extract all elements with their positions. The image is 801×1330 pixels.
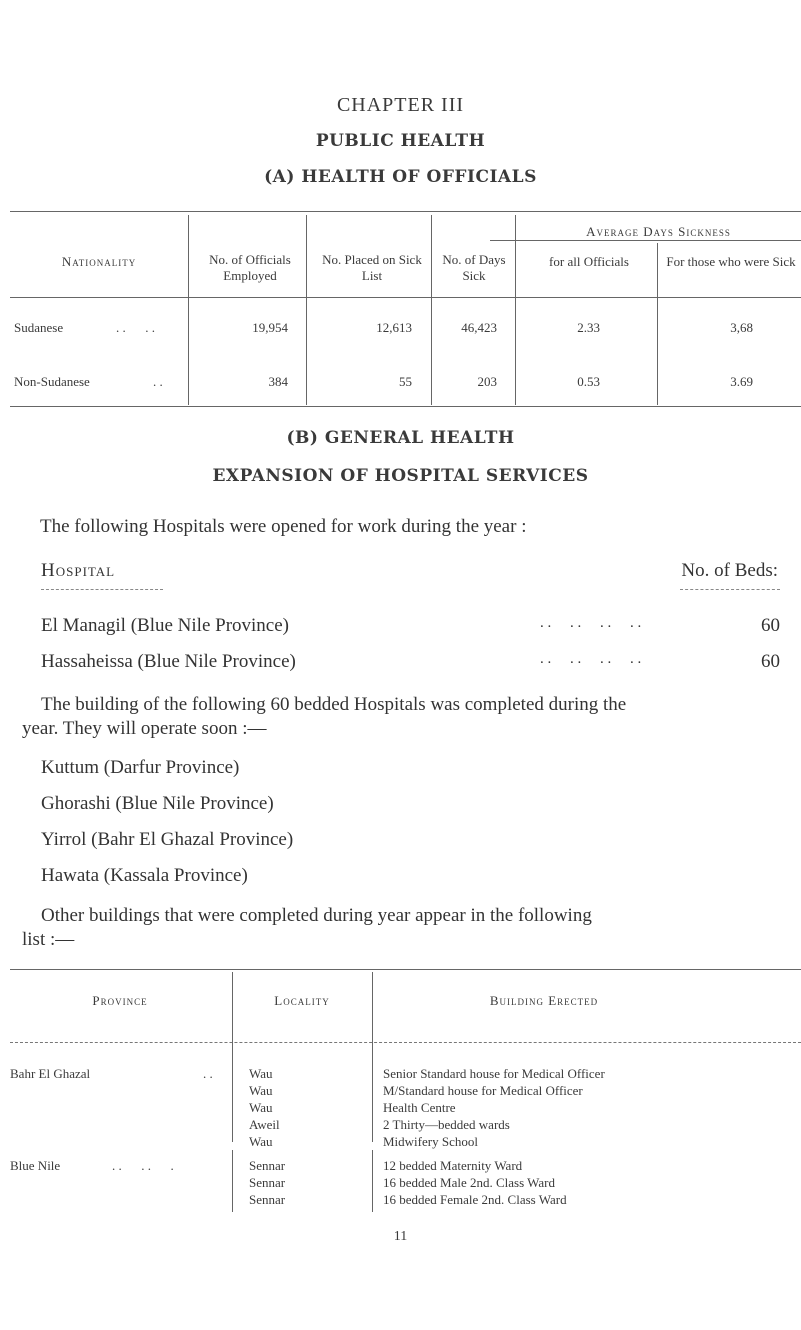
locality-cell: Wau — [249, 1134, 273, 1149]
table-divider — [306, 215, 307, 405]
leader-dots: . . . . . . . . — [540, 615, 642, 631]
building-cell: M/Standard house for Medical Officer — [383, 1083, 583, 1098]
building-list — [383, 1066, 605, 1151]
intro-paragraph: The following Hospitals were opened for work during the year : — [40, 516, 527, 537]
list-item: Hawata (Kassala Province) — [41, 865, 248, 886]
header-officials: No. of Officials Employed — [209, 252, 291, 283]
row-days-sick: 203 — [477, 374, 497, 389]
table-rule — [10, 1042, 801, 1043]
row-days-sick: 46,423 — [461, 320, 497, 335]
row-those-sick: 3.69 — [730, 374, 753, 389]
header-building: Building Erected — [489, 993, 599, 1008]
row-all-officials: 2.33 — [577, 320, 600, 335]
building-cell: Senior Standard house for Medical Officer — [383, 1066, 605, 1081]
locality-cell: Sennar — [249, 1192, 286, 1207]
building-cell: 2 Thirty—bedded wards — [383, 1117, 510, 1132]
header-sick-list: No. Placed on Sick List — [322, 252, 422, 283]
header-average: Average Days Sickness — [586, 224, 731, 239]
section-title: PUBLIC HEALTH — [315, 131, 486, 151]
row-all-officials: 0.53 — [577, 374, 600, 389]
table-divider — [515, 215, 516, 405]
row-dots: . . — [153, 374, 163, 389]
building-cell: Health Centre — [383, 1100, 456, 1115]
paragraph-line: year. They will operate soon :— — [22, 718, 267, 739]
row-nationality: Non-Sudanese — [14, 374, 90, 389]
subsection-b2-title: EXPANSION OF HOSPITAL SERVICES — [212, 466, 589, 486]
leader-dots: . . . . . . . . — [540, 651, 642, 667]
beds-header: No. of Beds: — [681, 560, 778, 581]
paragraph-line: The building of the following 60 bedded Hospitals was completed during the — [41, 694, 627, 715]
table-rule — [10, 969, 801, 970]
locality-cell: Sennar — [249, 1175, 286, 1190]
row-dots: . . — [203, 1066, 213, 1081]
row-dots: . . . . . — [112, 1158, 174, 1173]
table-divider — [372, 972, 373, 1142]
row-officials: 384 — [268, 374, 288, 389]
hospital-header: Hospital — [41, 560, 116, 581]
row-sick-list: 55 — [399, 374, 412, 389]
header-locality: Locality — [274, 993, 330, 1008]
building-cell: Midwifery School — [383, 1134, 478, 1149]
hospital-beds: 60 — [761, 651, 780, 672]
row-nationality: Sudanese — [14, 320, 64, 335]
header-nationality: Nationality — [61, 254, 137, 269]
locality-cell: Aweil — [249, 1117, 280, 1132]
province-name: Blue Nile — [10, 1158, 61, 1173]
row-dots: . . . . — [116, 320, 155, 335]
header-underline — [41, 589, 163, 590]
table-divider — [372, 1150, 373, 1212]
page-number: 11 — [393, 1229, 408, 1244]
locality-cell: Wau — [249, 1066, 273, 1081]
header-those-sick: For those who were Sick — [666, 254, 796, 269]
table-rule — [10, 406, 801, 407]
subsection-a-title: (A) HEALTH OF OFFICIALS — [264, 167, 537, 187]
table-divider — [232, 972, 233, 1142]
locality-list — [249, 1158, 285, 1209]
list-item: Ghorashi (Blue Nile Province) — [41, 793, 274, 814]
row-those-sick: 3,68 — [730, 320, 753, 335]
header-days-sick: No. of Days Sick — [442, 252, 506, 283]
table-divider — [188, 215, 189, 405]
locality-list — [249, 1066, 280, 1151]
building-cell: 12 bedded Maternity Ward — [383, 1158, 523, 1173]
building-list — [383, 1158, 567, 1209]
paragraph-line: Other buildings that were completed during year appear in the following — [41, 905, 592, 926]
province-name: Bahr El Ghazal — [10, 1066, 91, 1081]
header-province: Province — [92, 993, 148, 1008]
locality-cell: Sennar — [249, 1158, 286, 1173]
subsection-b-title: (B) GENERAL HEALTH — [286, 428, 515, 448]
row-sick-list: 12,613 — [376, 320, 412, 335]
table-divider — [232, 1150, 233, 1212]
hospital-beds: 60 — [761, 615, 780, 636]
table-divider — [657, 243, 658, 405]
list-item: Kuttum (Darfur Province) — [41, 757, 240, 778]
hospital-name: Hassaheissa (Blue Nile Province) — [41, 651, 296, 672]
row-officials: 19,954 — [252, 320, 288, 335]
list-item: Yirrol (Bahr El Ghazal Province) — [41, 829, 294, 850]
table-rule — [10, 297, 801, 298]
table-divider — [431, 215, 432, 405]
table-rule — [490, 240, 801, 241]
hospital-name: El Managil (Blue Nile Province) — [41, 615, 289, 636]
locality-cell: Wau — [249, 1083, 273, 1098]
header-underline — [680, 589, 780, 590]
locality-cell: Wau — [249, 1100, 273, 1115]
building-cell: 16 bedded Female 2nd. Class Ward — [383, 1192, 567, 1207]
header-all-officials: for all Officials — [549, 254, 629, 269]
paragraph-line: list :— — [22, 929, 75, 950]
chapter-title: CHAPTER III — [336, 94, 465, 116]
table-rule — [10, 211, 801, 212]
building-cell: 16 bedded Male 2nd. Class Ward — [383, 1175, 556, 1190]
